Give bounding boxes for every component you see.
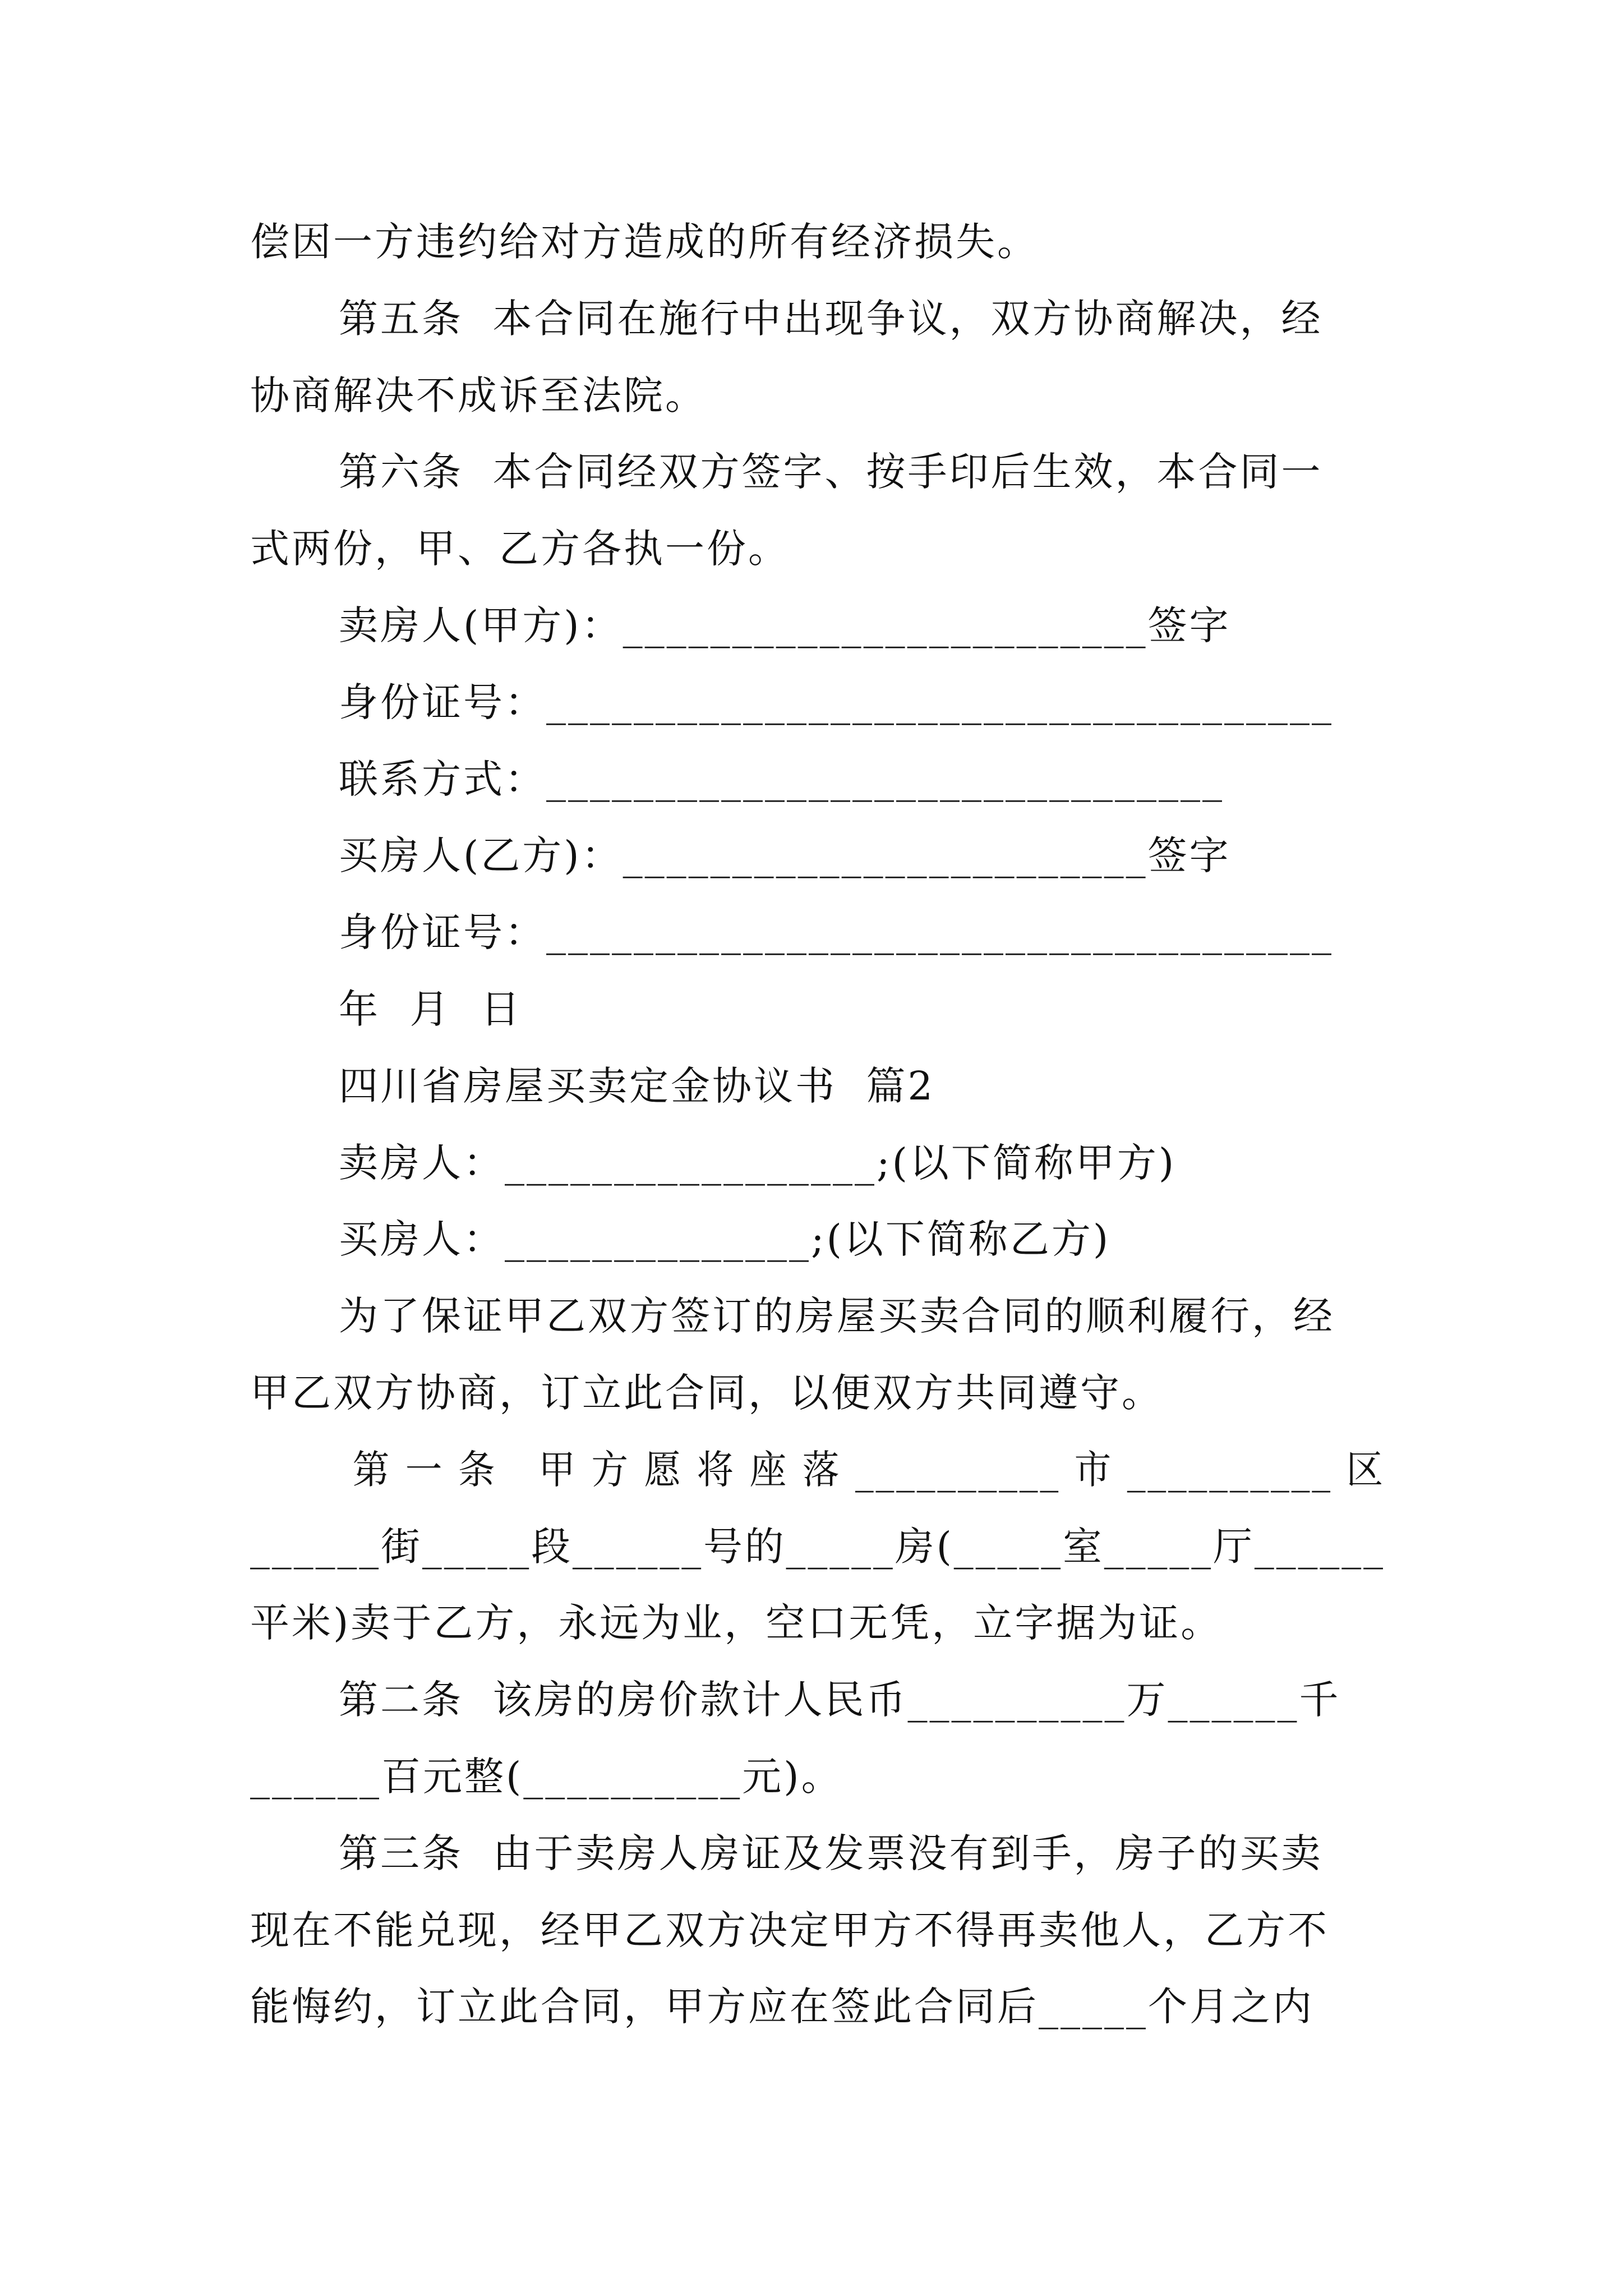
text-line-18: [250, 1524, 1385, 1570]
line-text: 联系方式：_______________________________: [339, 756, 1224, 802]
text-line-2: [339, 296, 1323, 342]
line-text: 年 月 日: [339, 986, 523, 1032]
line-text: 身份证号：____________________________________: [339, 679, 1334, 725]
line-text: 身份证号：____________________________________: [339, 909, 1334, 955]
line-text: 卖房人：_________________;(以下简称甲方): [339, 1140, 1177, 1186]
line-text: 第六条 本合同经双方签字、按手印后生效，本合同一: [339, 449, 1323, 495]
seller-contact-line: [339, 756, 1224, 802]
text-line-21: [250, 1754, 843, 1800]
text-line-22: [339, 1830, 1323, 1876]
line-text: 能悔约，订立此合同，甲方应在签此合同后_____个月之内: [250, 1984, 1314, 2030]
line-text: ______百元整(__________元)。: [250, 1754, 843, 1800]
text-line-23: [250, 1907, 1329, 1953]
text-line-1: [250, 219, 1039, 265]
line-text: 卖房人(甲方)：________________________签字: [339, 602, 1231, 648]
line-text: 式两份，甲、乙方各执一份。: [250, 526, 790, 572]
buyer-sign-line: [339, 832, 1231, 878]
seller-sign-line: [339, 602, 1231, 648]
line-text: 买房人(乙方)：________________________签字: [339, 832, 1231, 878]
text-line-19: [250, 1600, 1223, 1646]
seller-line: [339, 1140, 1177, 1186]
line-text: 平米)卖于乙方，永远为业，空口无凭，立字据为证。: [250, 1600, 1223, 1646]
line-text: 四川省房屋买卖定金协议书 篇2: [339, 1063, 935, 1109]
line-text: 第三条 由于卖房人房证及发票没有到手，房子的买卖: [339, 1830, 1323, 1876]
date-line: [339, 986, 523, 1032]
text-line-16: [250, 1370, 1163, 1416]
line-text: 偿因一方违约给对方造成的所有经济损失。: [250, 219, 1039, 265]
text-line-20: [339, 1677, 1341, 1723]
line-text: 第五条 本合同在施行中出现争议，双方协商解决，经: [339, 296, 1323, 342]
seller-id-line: [339, 679, 1334, 725]
section-heading: [339, 1063, 935, 1109]
text-line-5: [250, 526, 790, 572]
text-line-15: [339, 1293, 1335, 1339]
text-line-17: [339, 1447, 1385, 1493]
text-line-24: [250, 1984, 1314, 2030]
text-line-4: [339, 449, 1323, 495]
line-text: 买房人：______________;(以下简称乙方): [339, 1216, 1111, 1262]
text-line-3: [250, 372, 707, 418]
buyer-id-line: [339, 909, 1334, 955]
line-text: 现在不能兑现，经甲乙双方决定甲方不得再卖他人，乙方不: [250, 1907, 1329, 1953]
buyer-line: [339, 1216, 1111, 1262]
line-text: 协商解决不成诉至法院。: [250, 372, 707, 418]
line-text: 甲乙双方协商，订立此合同，以便双方共同遵守。: [250, 1370, 1163, 1416]
line-text: 第二条 该房的房价款计人民币__________万______千: [339, 1677, 1341, 1723]
line-text: ______街_____段______号的_____房(_____室_____厅______: [250, 1524, 1385, 1570]
line-text: 第 一 条 甲 方 愿 将 座 落 __________ 市 __________ 区: [339, 1447, 1385, 1493]
line-text: 为了保证甲乙双方签订的房屋买卖合同的顺利履行，经: [339, 1293, 1335, 1339]
